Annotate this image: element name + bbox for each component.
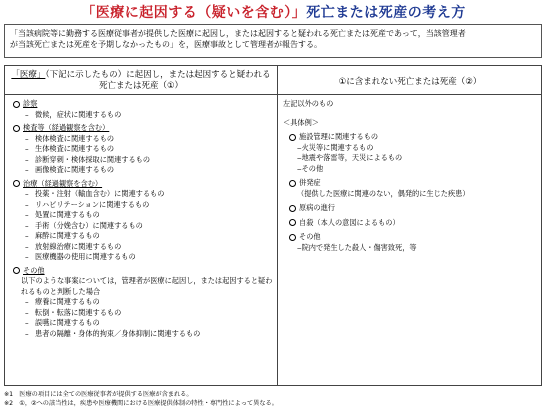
section-item: ‒院内で発生した殺人・傷害致死，等: [297, 242, 417, 252]
footnotes: [4, 390, 544, 408]
section-item: [13, 134, 275, 145]
section-heading: [283, 232, 539, 243]
dash-bullet-icon: –: [25, 144, 29, 153]
footnote-2: ※2 ①，②への該当性は，疾患や医療機関における医療提供体制の特性・専門性によって異なる。: [4, 400, 278, 407]
definition-box: [4, 24, 542, 58]
section-item-text: 微候，症状に関連するもの: [35, 109, 122, 119]
dash-bullet-icon: –: [25, 231, 29, 240]
section-heading: [13, 179, 275, 190]
non-medical-section: [283, 232, 539, 253]
section-item-text: 診断穿刺・検体採取に関連するもの: [35, 154, 151, 164]
section-item-text: 検体検査に関連するもの: [35, 133, 115, 143]
non-medical-section: [283, 132, 539, 174]
medical-section: [13, 123, 275, 176]
section-item-text: 投薬・注射（輸血含む）に関連するもの: [35, 189, 165, 198]
section-label: その他: [299, 232, 321, 241]
section-item: [13, 155, 275, 166]
header-divider: [5, 94, 541, 95]
definition-line-2: が当該死亡または死産を予期しなかったもの」を，医療事故として管理者が報告する。: [10, 40, 322, 49]
dash-bullet-icon: –: [25, 297, 29, 306]
header-medical-line2: 死亡または死産（①）: [98, 81, 184, 91]
dash-bullet-icon: –: [25, 189, 29, 198]
dash-bullet-icon: –: [25, 210, 29, 219]
circle-bullet-icon: [13, 180, 20, 187]
section-heading: [283, 178, 539, 189]
footnote-1: ※1 医療の項目には全ての医療従事者が提供する医療が含まれる。: [4, 391, 193, 398]
dash-bullet-icon: –: [25, 165, 29, 174]
section-item: ‒火災等に関連するもの: [297, 142, 374, 152]
section-item: （提供した医療に関連のない，偶発的に生じた疾患）: [297, 188, 470, 198]
section-item-text: 手術（分娩含む）に関連するもの: [35, 220, 143, 230]
section-heading: [283, 218, 539, 229]
section-label: 施設管理に関連するもの: [299, 132, 379, 141]
section-heading: [13, 99, 275, 110]
non-medical-section: [283, 218, 539, 229]
header-medical-keyword: 「医療」: [11, 70, 46, 80]
right-intro: 左記以外のもの: [283, 99, 334, 108]
section-item: [13, 297, 275, 308]
section-item: ‒その他: [297, 163, 324, 173]
circle-bullet-icon: [13, 267, 20, 274]
non-medical-section: [283, 178, 539, 199]
section-item: [13, 210, 275, 221]
section-item: [13, 318, 275, 329]
section-item: [13, 200, 275, 211]
section-item: [13, 221, 275, 232]
medical-section: [13, 266, 275, 340]
circle-bullet-icon: [289, 134, 296, 141]
circle-bullet-icon: [289, 234, 296, 241]
section-item-text: 生体検査に関連するもの: [35, 144, 115, 153]
section-item-text: 転倒・転落に関連するもの: [35, 307, 122, 317]
classification-table: [4, 65, 542, 386]
title-rest: 死亡または死産の考え方: [306, 5, 466, 21]
example-heading: ＜具体例＞: [283, 117, 319, 127]
dash-bullet-icon: –: [25, 307, 29, 317]
section-item: [13, 308, 275, 319]
dash-bullet-icon: –: [25, 318, 29, 327]
non-medical-list: [283, 99, 539, 253]
dash-bullet-icon: –: [25, 220, 29, 230]
medical-section: [13, 99, 275, 120]
dash-bullet-icon: –: [25, 252, 29, 261]
section-item-text: 放射線治療に関連するもの: [35, 241, 122, 251]
medical-section: [13, 179, 275, 263]
section-item-text: 医療機器の使用に関連するもの: [35, 252, 136, 261]
column-divider: [277, 66, 278, 385]
example-sections: [283, 132, 539, 253]
dash-bullet-icon: –: [25, 199, 29, 209]
section-note: 以下のような事案については，管理者が医療に起因し，または起因すると疑われるものと判断した場合: [21, 276, 273, 296]
medical-cause-list: [13, 99, 275, 339]
section-label: その他: [23, 265, 45, 275]
circle-bullet-icon: [289, 219, 296, 226]
section-item: ‒地震や落雷等，天災によるもの: [297, 153, 403, 162]
section-item: [13, 165, 275, 176]
section-heading: [283, 203, 539, 214]
definition-line-1: 「当該病院等に勤務する医療従事者が提供した医療に起因し，または起因すると疑われる死亡または死産であって，当該管理者: [10, 29, 466, 38]
section-heading: [283, 132, 539, 143]
circle-bullet-icon: [289, 205, 296, 212]
circle-bullet-icon: [289, 180, 296, 187]
section-item: [13, 252, 275, 263]
section-label: 検査等（経過観察を含む）: [23, 123, 110, 132]
header-medical-cause: [9, 70, 273, 92]
section-item-text: 処置に関連するもの: [35, 210, 100, 219]
section-item: [13, 110, 275, 121]
section-item-text: リハビリテーションに関連するもの: [35, 199, 150, 209]
section-item: [13, 329, 275, 340]
title-highlight: 「医療に起因する（疑いを含む）」: [81, 5, 307, 21]
dash-bullet-icon: –: [25, 154, 29, 164]
section-item: [13, 144, 275, 155]
section-item-text: 患者の隔離・身体的拘束／身体抑制に関連するもの: [35, 328, 201, 338]
dash-bullet-icon: –: [25, 328, 29, 338]
section-item: [13, 189, 275, 200]
section-heading: [13, 123, 275, 134]
section-item-text: 画像検査に関連するもの: [35, 165, 115, 174]
section-item-text: 麻酔に関連するもの: [35, 231, 100, 240]
circle-bullet-icon: [13, 125, 20, 132]
section-label: 併発症: [299, 178, 321, 187]
circle-bullet-icon: [13, 101, 20, 108]
section-label: 自殺（本人の意図によるもの）: [299, 217, 400, 227]
section-heading: [13, 266, 275, 277]
section-item: [13, 242, 275, 253]
section-item-text: 療養に関連するもの: [35, 297, 100, 306]
section-label: 診察: [23, 99, 38, 108]
section-label: 原病の進行: [299, 203, 335, 212]
dash-bullet-icon: –: [25, 109, 29, 119]
section-item-text: 誤嚥に関連するもの: [35, 318, 100, 327]
header-non-medical: ①に含まれない死亡または死産（②）: [338, 77, 482, 87]
non-medical-section: [283, 203, 539, 214]
dash-bullet-icon: –: [25, 241, 29, 251]
section-item: [13, 231, 275, 242]
dash-bullet-icon: –: [25, 133, 29, 143]
page-title: [0, 2, 547, 22]
section-label: 治療（経過観察を含む）: [23, 178, 103, 188]
header-medical-desc: （下記に示したもの）に起因し，または起因すると疑われる: [45, 70, 271, 80]
